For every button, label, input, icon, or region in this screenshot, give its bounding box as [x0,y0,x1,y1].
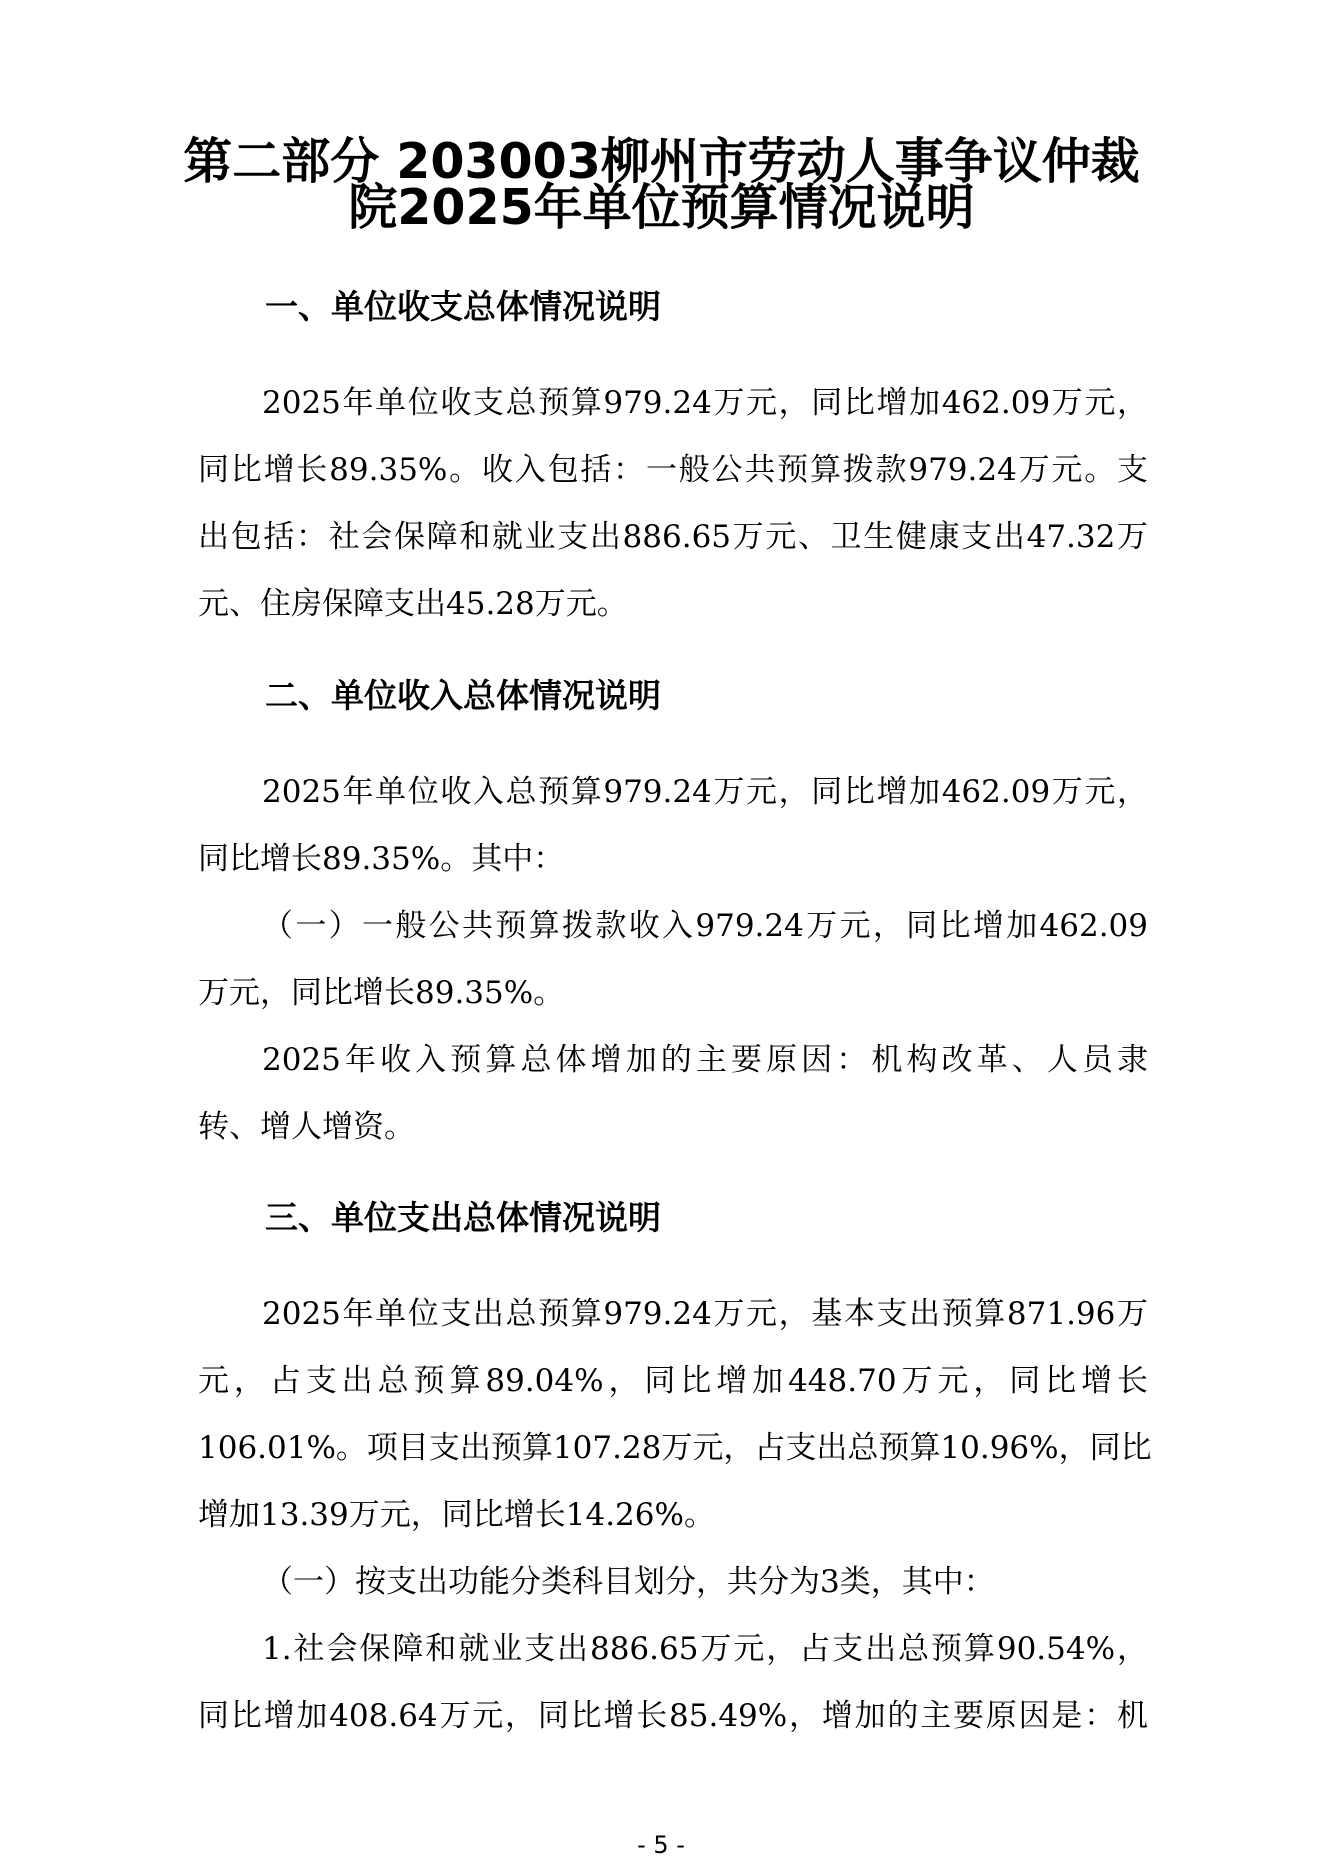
section-3-line-5: （一）按支出功能分类科目划分，共分为3类，其中： [262,1564,995,1600]
section-3-line-3: 106.01%。项目支出预算107.28万元，占支出总预算10.96%，同比 [198,1430,1152,1466]
section-2-line-4: 万元，同比增长89.35%。 [198,975,565,1011]
page-number: - 5 - [637,1831,685,1859]
section-2-line-2: 同比增长89.35%。其中： [198,841,565,877]
page-title-line-1: 第二部分 203003柳州市劳动人事争议仲裁 [183,133,1140,190]
section-2-line-6: 转、增人增资。 [198,1109,415,1145]
page-title-line-2: 院2025年单位预算情况说明 [348,179,975,236]
section-1-line-2: 同比增长89.35%。收入包括：一般公共预算拨款979.24万元。支 [198,452,1148,488]
section-3-line-7: 同比增加408.64万元，同比增长85.49%，增加的主要原因是：机 [198,1698,1148,1734]
section-3-line-4: 增加13.39万元，同比增长14.26%。 [198,1497,715,1533]
section-2-line-1: 2025年单位收入总预算979.24万元，同比增加462.09万元， [262,774,1148,810]
section-1-line-1: 2025年单位收支总预算979.24万元，同比增加462.09万元， [262,385,1148,421]
section-1-line-4: 元、住房保障支出45.28万元。 [198,586,628,622]
section-heading-3: 三、单位支出总体情况说明 [265,1198,661,1237]
section-2-line-5: 2025年收入预算总体增加的主要原因：机构改革、人员隶 [262,1042,1148,1078]
section-heading-1: 一、单位收支总体情况说明 [265,287,661,326]
section-3-line-2: 元，占支出总预算89.04%，同比增加448.70万元，同比增长 [198,1363,1148,1399]
section-2-line-3: （一）一般公共预算拨款收入979.24万元，同比增加462.09 [262,908,1148,944]
section-3-line-6: 1.社会保障和就业支出886.65万元，占支出总预算90.54%， [262,1631,1148,1667]
section-1-line-3: 出包括：社会保障和就业支出886.65万元、卫生健康支出47.32万 [198,519,1148,555]
section-heading-2: 二、单位收入总体情况说明 [265,676,661,715]
section-3-line-1: 2025年单位支出总预算979.24万元，基本支出预算871.96万 [262,1296,1148,1332]
